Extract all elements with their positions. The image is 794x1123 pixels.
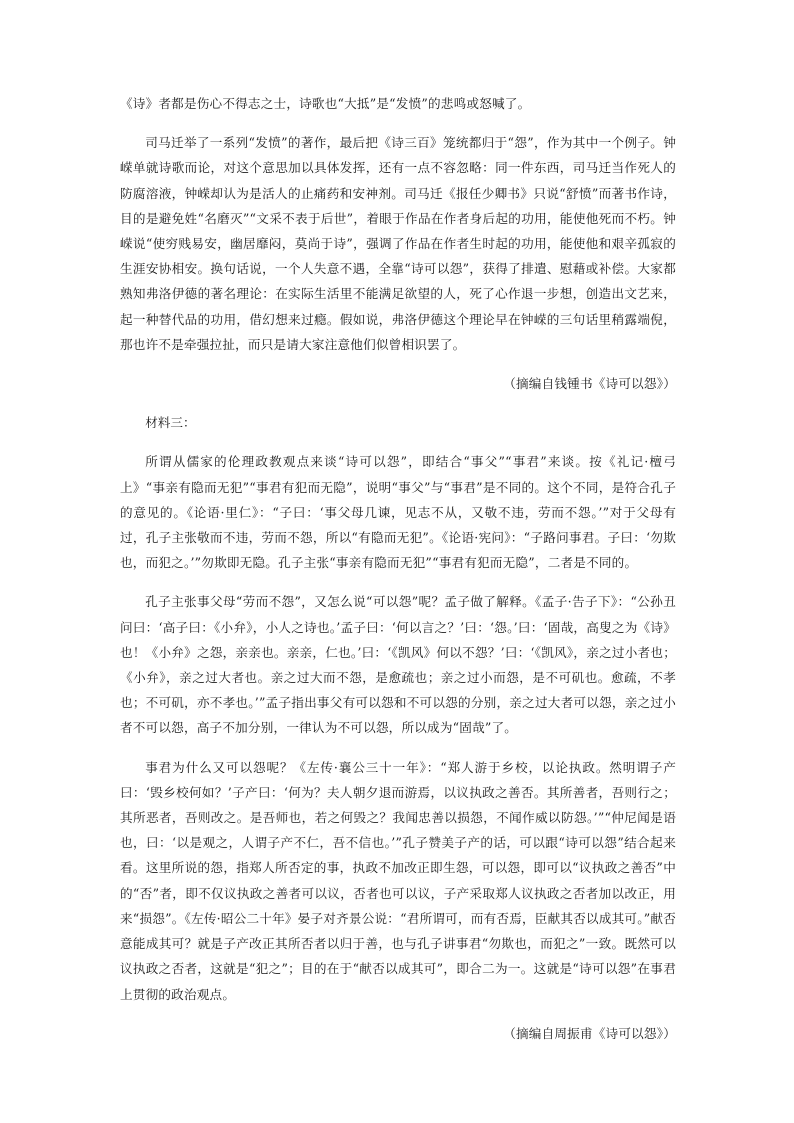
material2-source: （摘编自钱锺书《诗可以怨》） [503,376,676,392]
document-body [120,91,676,1046]
material2-closing-line: 《诗》者都是伤心不得志之士，诗歌也“大抵”是“发愤”的悲鸣或怒喊了。 [120,96,531,111]
material3-paragraph-2: 孔子主张事父母“劳而不怨”，又怎么说“可以怨”呢？孟子做了解释。《孟子·告子下》：“公孙丑问曰：‘高子曰：《小弁》，小人之诗也。’孟子曰：‘何以言之？’曰：‘怨。’曰：‘固哉，高叟之为《诗》也！《小弁》之怨，亲亲也。亲亲，仁也。’曰：‘《凯风》何以不怨？’曰：‘《凯风》，亲之过小者也；《小弁》，亲之过大者也。亲之过大而不怨，是愈疏也；亲之过小而怨，是不可矶也。愈疏，不孝也；不可矶，亦不孝也。’”孟子指出事父有可以怨和不可以怨的分别，亲之过大者可以怨，亲之过小者不可以怨，高子不加分别，一律认为不可以怨，所以成为“固哉”了。 [120,594,676,736]
material3-paragraph-1: 所谓从儒家的伦理政教观点来谈“诗可以怨”，即结合“事父”“事君”来谈。按《礼记·檀弓上》“事亲有隐而无犯”“事君有犯而无隐”，说明“事父”与“事君”是不同的。这个不同，是符合孔子的意见的。《论语·里仁》：“子曰：‘事父母几谏，见志不从，又敬不违，劳而不怨。’”对于父母有过，孔子主张敬而不违，劳而不怨，所以“有隐而无犯”。《论语·宪问》：“子路问事君。子曰：‘勿欺也，而犯之。’”勿欺即无隐。孔子主张“事亲有隐而无犯”“事君有犯而无隐”，二者是不同的。 [120,454,676,571]
material3-heading: 材料三： [145,415,196,431]
material3-paragraph-3: 事君为什么又可以怨呢？《左传·襄公三十一年》：“郑人游于乡校，以论执政。然明谓子产曰：‘毁乡校何如？’子产曰：‘何为？夫人朝夕退而游焉，以议执政之善否。其所善者，吾则行之；其所恶者，吾则改之。是吾师也，若之何毁之？我闻忠善以损怨，不闻作威以防怨。’”“仲尼闻是语也，曰：‘以是观之，人谓子产不仁，吾不信也。’”孔子赞美子产的话，可以跟“诗可以怨”结合起来看。这里所说的怨，指郑人所否定的事，执政不加改正即生怨，可以怨，即可以“议执政之善否”中的“否”者，即不仅议执政之善者可以议，否者也可以议，子产采取郑人议执政之否者加以改正，用来“损怨”。《左传·昭公二十年》晏子对齐景公说：“君所谓可，而有否焉，臣献其否以成其可。”献否意能成其可？就是子产改正其所否者以归于善，也与孔子讲事君“勿欺也，而犯之”一致。既然可以议执政之否者，这就是“犯之”；目的在于“献否以成其可”，即合二为一。这就是“诗可以怨”在事君上贯彻的政治观点。 [120,759,676,1002]
material3-source: （摘编自周振甫《诗可以怨》） [503,1025,676,1041]
material2-paragraph: 司马迁举了一系列“发愤”的著作，最后把《诗三百》笼统都归于“怨”，作为其中一个例子。钟嵘单就诗歌而论，对这个意思加以具体发挥，还有一点不容忽略：同一件东西，司马迁当作死人的防腐溶液，钟嵘却认为是活人的止痛药和安神剂。司马迁《报任少卿书》只说“舒愤”而著书作诗，目的是避免姓“名磨灭”“文采不表于后世”，着眼于作品在作者身后起的功用，能使他死而不朽。钟嵘说“使穷贱易安，幽居靡闷，莫尚于诗”，强调了作品在作者生时起的功用，能使他和艰辛孤寂的生涯安协相安。换句话说，一个人失意不遇，全靠“诗可以怨”，获得了排遣、慰藉或补偿。大家都熟知弗洛伊德的著名理论：在实际生活里不能满足欲望的人，死了心作退一步想，创造出文艺来，起一种替代品的功用，借幻想来过瘾。假如说，弗洛伊德这个理论早在钟嵘的三句话里稍露端倪，那也许不是牵强拉扯，而只是请大家注意他们似曾相识罢了。 [120,135,676,352]
